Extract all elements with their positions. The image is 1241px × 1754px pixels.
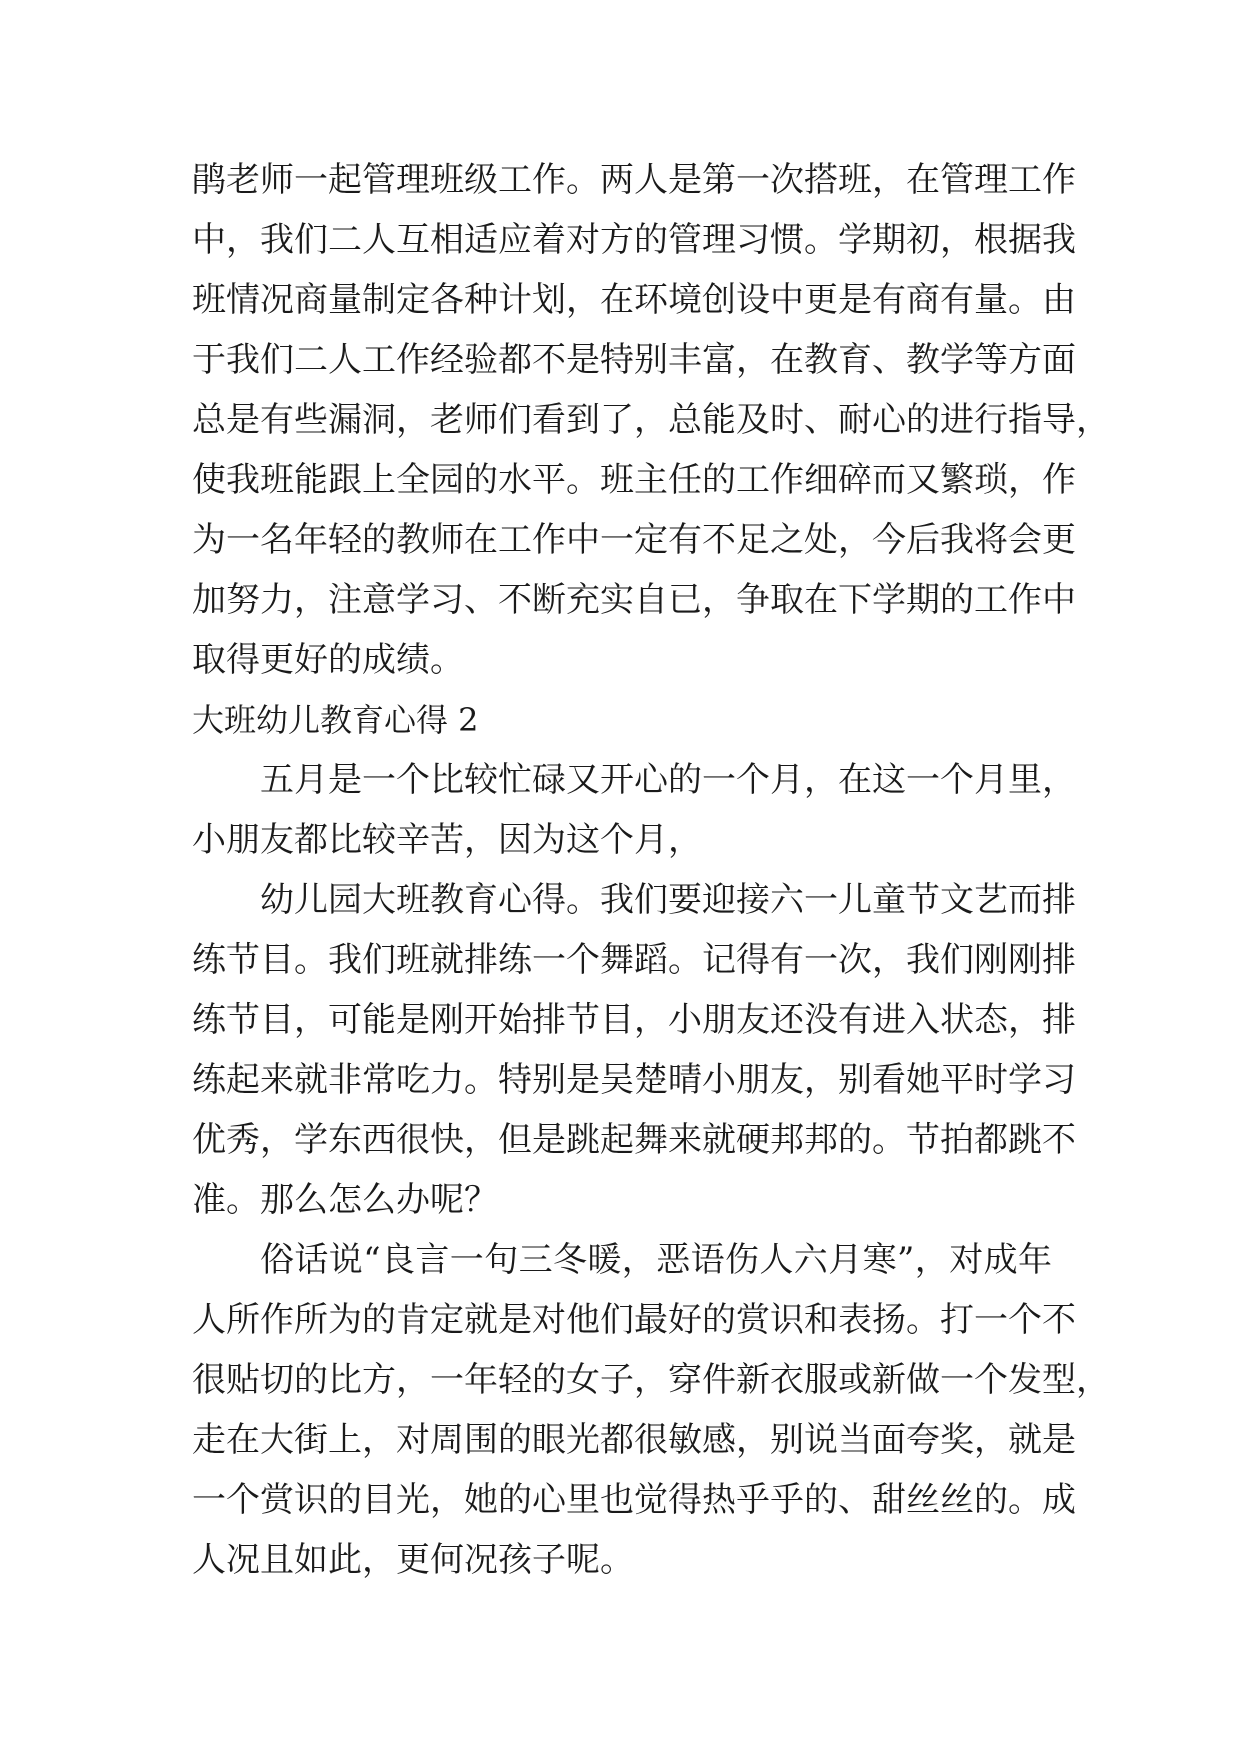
text-line: 人所作所为的肯定就是对他们最好的赏识和表扬。打一个不 xyxy=(192,1300,1076,1340)
paragraph-1 xyxy=(192,150,1110,690)
text-line: 一个赏识的目光，她的心里也觉得热乎乎的、甜丝丝的。成 xyxy=(192,1480,1076,1520)
text-line: 幼儿园大班教育心得。我们要迎接六一儿童节文艺而排 xyxy=(260,880,1076,920)
paragraph-2 xyxy=(192,750,1076,870)
text-line: 五月是一个比较忙碌又开心的一个月，在这一个月里， xyxy=(260,760,1076,800)
text-line: 准。那么怎么办呢？ xyxy=(192,1180,498,1220)
text-line: 走在大街上，对周围的眼光都很敏感，别说当面夸奖，就是 xyxy=(192,1420,1076,1460)
paragraph-3 xyxy=(192,870,1076,1230)
section-heading: 大班幼儿教育心得 2 xyxy=(192,701,479,739)
text-line: 为一名年轻的教师在工作中一定有不足之处，今后我将会更 xyxy=(192,520,1076,560)
text-line: 班情况商量制定各种计划，在环境创设中更是有商有量。由 xyxy=(192,280,1076,320)
text-line: 取得更好的成绩。 xyxy=(192,640,464,680)
text-line: 加努力，注意学习、不断充实自已，争取在下学期的工作中 xyxy=(192,580,1076,620)
text-line: 中，我们二人互相适应着对方的管理习惯。学期初，根据我 xyxy=(192,220,1076,260)
text-line: 于我们二人工作经验都不是特别丰富，在教育、教学等方面 xyxy=(192,340,1076,380)
text-line: 鹃老师一起管理班级工作。两人是第一次搭班，在管理工作 xyxy=(192,160,1076,200)
text-line: 使我班能跟上全园的水平。班主任的工作细碎而又繁琐，作 xyxy=(192,460,1076,500)
document-page xyxy=(192,150,1110,1590)
text-line: 人况且如此，更何况孩子呢。 xyxy=(192,1540,634,1580)
text-line: 练节目，可能是刚开始排节目，小朋友还没有进入状态，排 xyxy=(192,1000,1076,1040)
text-line: 练起来就非常吃力。特别是吴楚晴小朋友，别看她平时学习 xyxy=(192,1060,1076,1100)
text-line: 练节目。我们班就排练一个舞蹈。记得有一次，我们刚刚排 xyxy=(192,940,1076,980)
text-line: 很贴切的比方，一年轻的女子，穿件新衣服或新做一个发型， xyxy=(192,1360,1110,1400)
paragraph-4 xyxy=(192,1230,1110,1590)
text-line: 小朋友都比较辛苦，因为这个月， xyxy=(192,820,702,860)
text-line: 俗话说“良言一句三冬暖，恶语伤人六月寒”，对成年 xyxy=(260,1240,1052,1280)
text-line: 总是有些漏洞，老师们看到了，总能及时、耐心的进行指导， xyxy=(192,400,1110,440)
text-line: 优秀，学东西很快，但是跳起舞来就硬邦邦的。节拍都跳不 xyxy=(192,1120,1076,1160)
